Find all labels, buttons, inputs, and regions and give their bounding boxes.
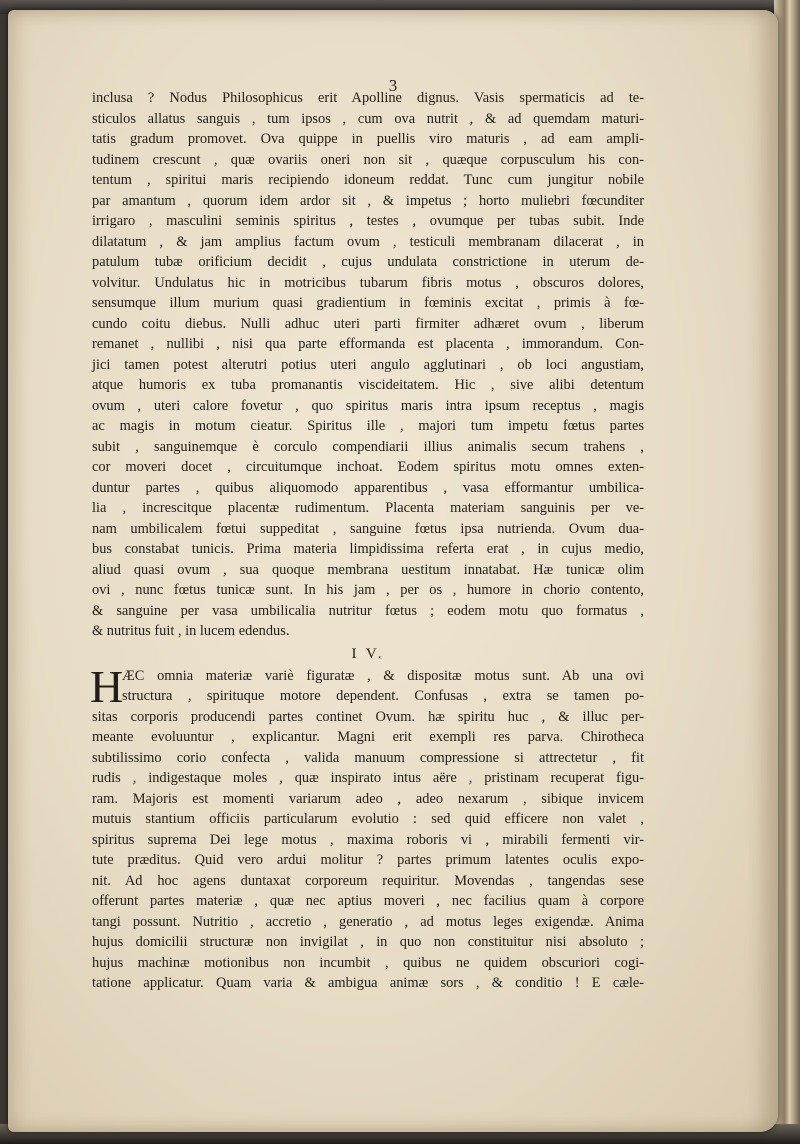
text-line: tatis gradum promovet. Ova quippe in puellis viro maturis , ad eam ampli- (92, 131, 644, 147)
text-line: cundo coitu diebus. Nulli adhuc uteri parti firmiter adhæret ovum , liberum (92, 315, 644, 332)
text-line: lia , increscitque placentæ rudimentum. Placenta materiam sanguinis per ve- (92, 500, 644, 516)
text-line: rudis , indigestaque moles , quæ inspirato intus aëre , pristinam recuperat figu- (92, 770, 644, 786)
text-line: cor moveri docet , circuitumque inchoat. Eodem spiritus motu omnes exten- (92, 459, 644, 475)
text-line: inclusa ? Nodus Philosophicus erit Apolline dignus. Vasis spermaticis ad te- (92, 90, 644, 106)
text-line: bus constabat tunicis. Prima materia limpidissima referta erat , in cujus medio, (92, 541, 644, 557)
text-line: hujus machinæ motionibus non incumbit , quibus ne quidem obscuriori cogi- (92, 954, 644, 971)
text-line: remanet , nullibi , nisi qua parte efformanda est placenta , immorandum. Con- (92, 336, 644, 352)
text-line: tatione applicatur. Quam varia & ambigua animæ sors , & conditio ! E cæle- (92, 975, 644, 991)
paragraph-1 (92, 88, 644, 642)
text-line: dilatatum , & jam amplius factum ovum , testiculi membranam dilacerat , in (92, 233, 644, 250)
text-line: subit , sanguinemque è corculo compendiarii illius animalis secum trahens , (92, 438, 644, 455)
text-line: ovi , nunc fœtus tunicæ sunt. In his jam , per os , humore in chorio contento, (92, 582, 644, 598)
text-line: & sanguine per vasa umbilicalia nutritur fœtus ; eodem motu quo formatus , (92, 602, 644, 619)
text-line: jici tamen potest alterutri potius uteri angulo agglutinari , ob loci angustiam, (92, 356, 644, 373)
text-line: nit. Ad hoc agens duntaxat corporeum requiritur. Movendas , tangendas sese (92, 872, 644, 889)
text-line: sitas corporis producendi partes continet Ovum. hæ spiritu huc , & illuc per- (92, 708, 644, 725)
text-line: patulum tubæ orificium decidit , cujus undulata constrictione in uterum de- (92, 254, 644, 270)
text-line: duntur partes , quibus aliquomodo apparentibus , vasa efformantur umbilica- (92, 479, 644, 496)
text-line: par amantum , quorum idem ardor sit , & impetus ; horto muliebri fœcunditer (92, 192, 644, 209)
text-line: ÆC omnia materiæ variè figuratæ , & dispositæ motus sunt. Ab una ovi (122, 667, 644, 684)
text-body (92, 88, 644, 994)
text-line: ac magis in motum cieatur. Spiritus ille , majori tum impetu fœtus partes (92, 418, 644, 434)
text-line: sensumque illum murium quasi gradientium in fœminis excitat , primis à fœ- (92, 295, 644, 311)
text-line: tangi possunt. Nutritio , accretio , generatio , ad motus leges exigendæ. Anima (92, 913, 644, 930)
text-line: structura , spirituque motore dependent. Confusas , extra se tamen po- (122, 688, 644, 704)
drop-cap: H (90, 660, 124, 712)
text-line: volvitur. Undulatus hic in motricibus tubarum fibris motus , obscuros dolores, (92, 274, 644, 291)
text-line: aliud quasi ovum , sua quoque membrana uestitum innatabat. Hæ tunicæ olim (92, 561, 644, 578)
text-line: spiritus suprema Dei lege motus , maxima roboris vi , mirabili fermenti vir- (92, 831, 644, 848)
text-line: ram. Majoris est momenti variarum adeo , adeo nexarum , sibique invicem (92, 790, 644, 807)
text-line: tudinem crescunt , quæ ovariis oneri non sit , quæque corpusculum his con- (92, 151, 644, 168)
text-line: irrigaro , masculini seminis spiritus , testes , ovumque per tubas subit. Inde (92, 213, 644, 229)
text-line: tute præditus. Quid vero ardui molitur ? partes primum latentes oculis expo- (92, 852, 644, 868)
text-line: meante evoluuntur , explicantur. Magni erit exempli res parva. Chirotheca (92, 729, 644, 745)
text-line: offerunt partes materiæ , quæ nec aptius moveri , nec facilius quam à corpore (92, 893, 644, 909)
text-line: nam umbilicalem fœtui suppeditat , sanguine fœtus ipsa nutrienda. Ovum dua- (92, 520, 644, 537)
text-line: atque humoris ex tuba promanantis viscideitatem. Hic , sive alibi detentum (92, 377, 644, 393)
text-line: subtilissimo corio confecta , valida manuum compressione si attrectetur , fit (92, 749, 644, 766)
book-page (8, 10, 778, 1132)
text-line: mutuis stantium officiis particularum evolutio : sed quid efficere non valet , (92, 811, 644, 827)
text-line: tentum , spiritui maris recipiendo idoneum reddat. Tunc cum jungitur nobile (92, 172, 644, 188)
text-line: ovum , uteri calore fovetur , quo spiritus maris intra ipsum receptus , magis (92, 397, 644, 414)
text-line: & nutritus fuit , in lucem edendus. (92, 623, 290, 639)
paragraph-2 (90, 660, 644, 994)
text-line: sticulos allatus sanguis , tum ipsos , cum ova nutrit , & ad quemdam maturi- (92, 110, 644, 127)
text-line: hujus domicilii structuræ non invigilat , in quo non constituitur nisi absoluto ; (92, 934, 644, 950)
page-number: 3 (388, 76, 398, 95)
section-heading: I V. (351, 645, 385, 662)
